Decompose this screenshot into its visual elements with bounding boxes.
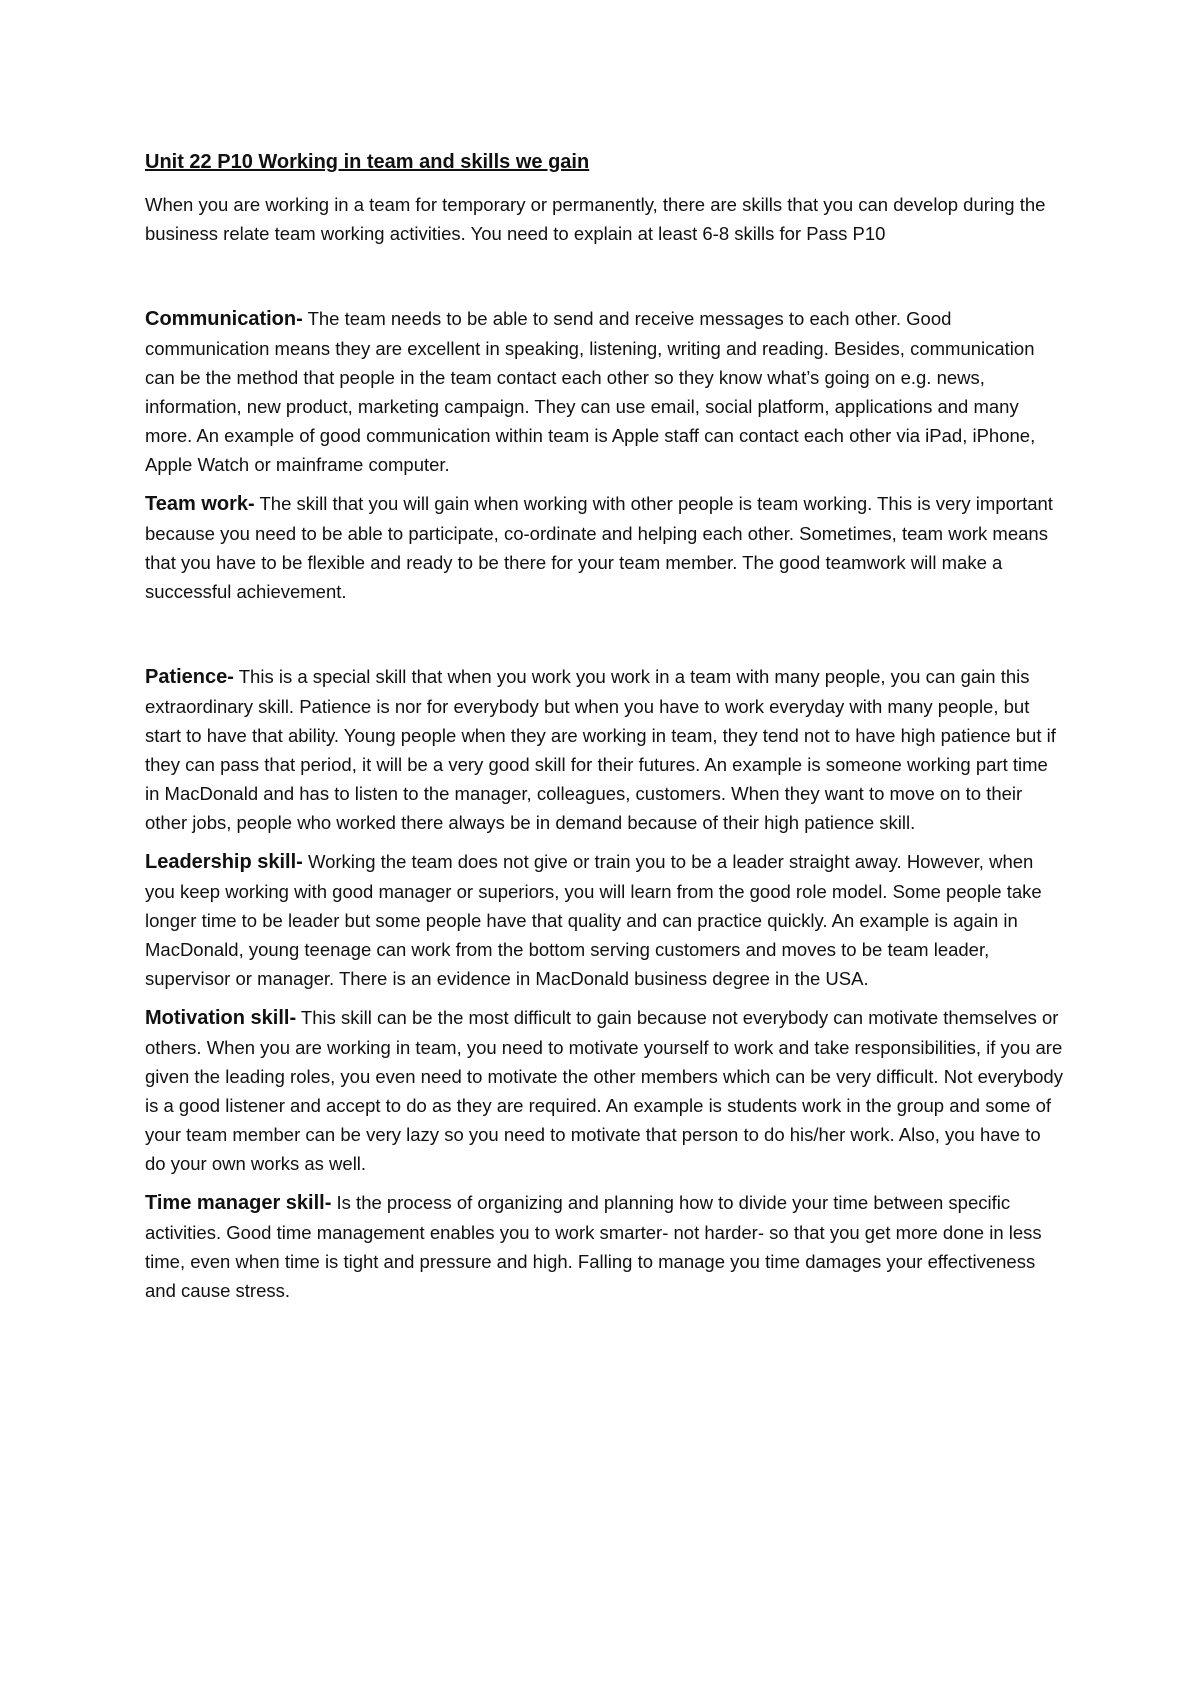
section-text: This is a special skill that when you work you work in a team with many people, you can gain this extraordinary skill. Patience is nor for everybody but when you have to work everyday with many people, but start to have that ability. Young people when they are working in team, they tend not to have high patience but if they can pass that period, it will be a very good skill for their futures. An example is someone working part time in MacDonald and has to listen to the manager, colleagues, customers. When they want to move on to their other jobs, people who worked there always be in demand because of their high patience skill. xyxy=(145,666,1056,833)
section-term: Leadership skill- xyxy=(145,851,303,873)
section-term: Patience- xyxy=(145,666,234,688)
section-text: Working the team does not give or train you to be a leader straight away. However, when you keep working with good manager or superiors, you will learn from the good role model. Some people take longer time to be leader but some people have that quality and can practice quickly. An example is again in MacDonald, young teenage can work from the bottom serving customers and moves to be team leader, supervisor or manager. There is an evidence in MacDonald business degree in the USA. xyxy=(145,851,1042,989)
document-page xyxy=(145,148,1065,1315)
section-communication xyxy=(145,304,1065,479)
section-leadership xyxy=(145,847,1065,993)
section-term: Time manager skill- xyxy=(145,1192,332,1214)
section-time-management xyxy=(145,1188,1065,1305)
intro-paragraph: When you are working in a team for temporary or permanently, there are skills that you can develop during the business relate team working activities. You need to explain at least 6-8 skills for Pass P10 xyxy=(145,194,1046,244)
page-title: Unit 22 P10 Working in team and skills we gain xyxy=(145,151,590,173)
section-term: Motivation skill- xyxy=(145,1007,297,1029)
section-patience xyxy=(145,662,1065,837)
section-text: The skill that you will gain when working with other people is team working. This is very important because you need to be able to participate, co-ordinate and helping each other. Sometimes, team work means that you have to be flexible and ready to be there for your team member. The good teamwork will make a successful achievement. xyxy=(145,493,1053,602)
section-term: Communication- xyxy=(145,308,303,330)
section-text: The team needs to be able to send and receive messages to each other. Good communication means they are excellent in speaking, listening, writing and reading. Besides, communication can be the method that people in the team contact each other so they know what’s going on e.g. news, information, new product, marketing campaign. They can use email, social platform, applications and many more. An example of good communication within team is Apple staff can contact each other via iPad, iPhone, Apple Watch or mainframe computer. xyxy=(145,308,1036,475)
section-term: Team work- xyxy=(145,493,255,515)
section-text: This skill can be the most difficult to gain because not everybody can motivate themselves or others. When you are working in team, you need to motivate yourself to work and take responsibilities, if you are given the leading roles, you even need to motivate the other members which can be very difficult. Not everybody is a good listener and accept to do as they are required. An example is students work in the group and some of your team member can be very lazy so you need to motivate that person to do his/her work. Also, you have to do your own works as well. xyxy=(145,1007,1063,1174)
section-motivation xyxy=(145,1003,1065,1178)
section-team-work xyxy=(145,489,1065,606)
section-text: Is the process of organizing and planning how to divide your time between specific activities. Good time management enables you to work smarter- not harder- so that you get more done in less time, even when time is tight and pressure and high. Falling to manage you time damages your effectiveness and cause stress. xyxy=(145,1192,1042,1301)
